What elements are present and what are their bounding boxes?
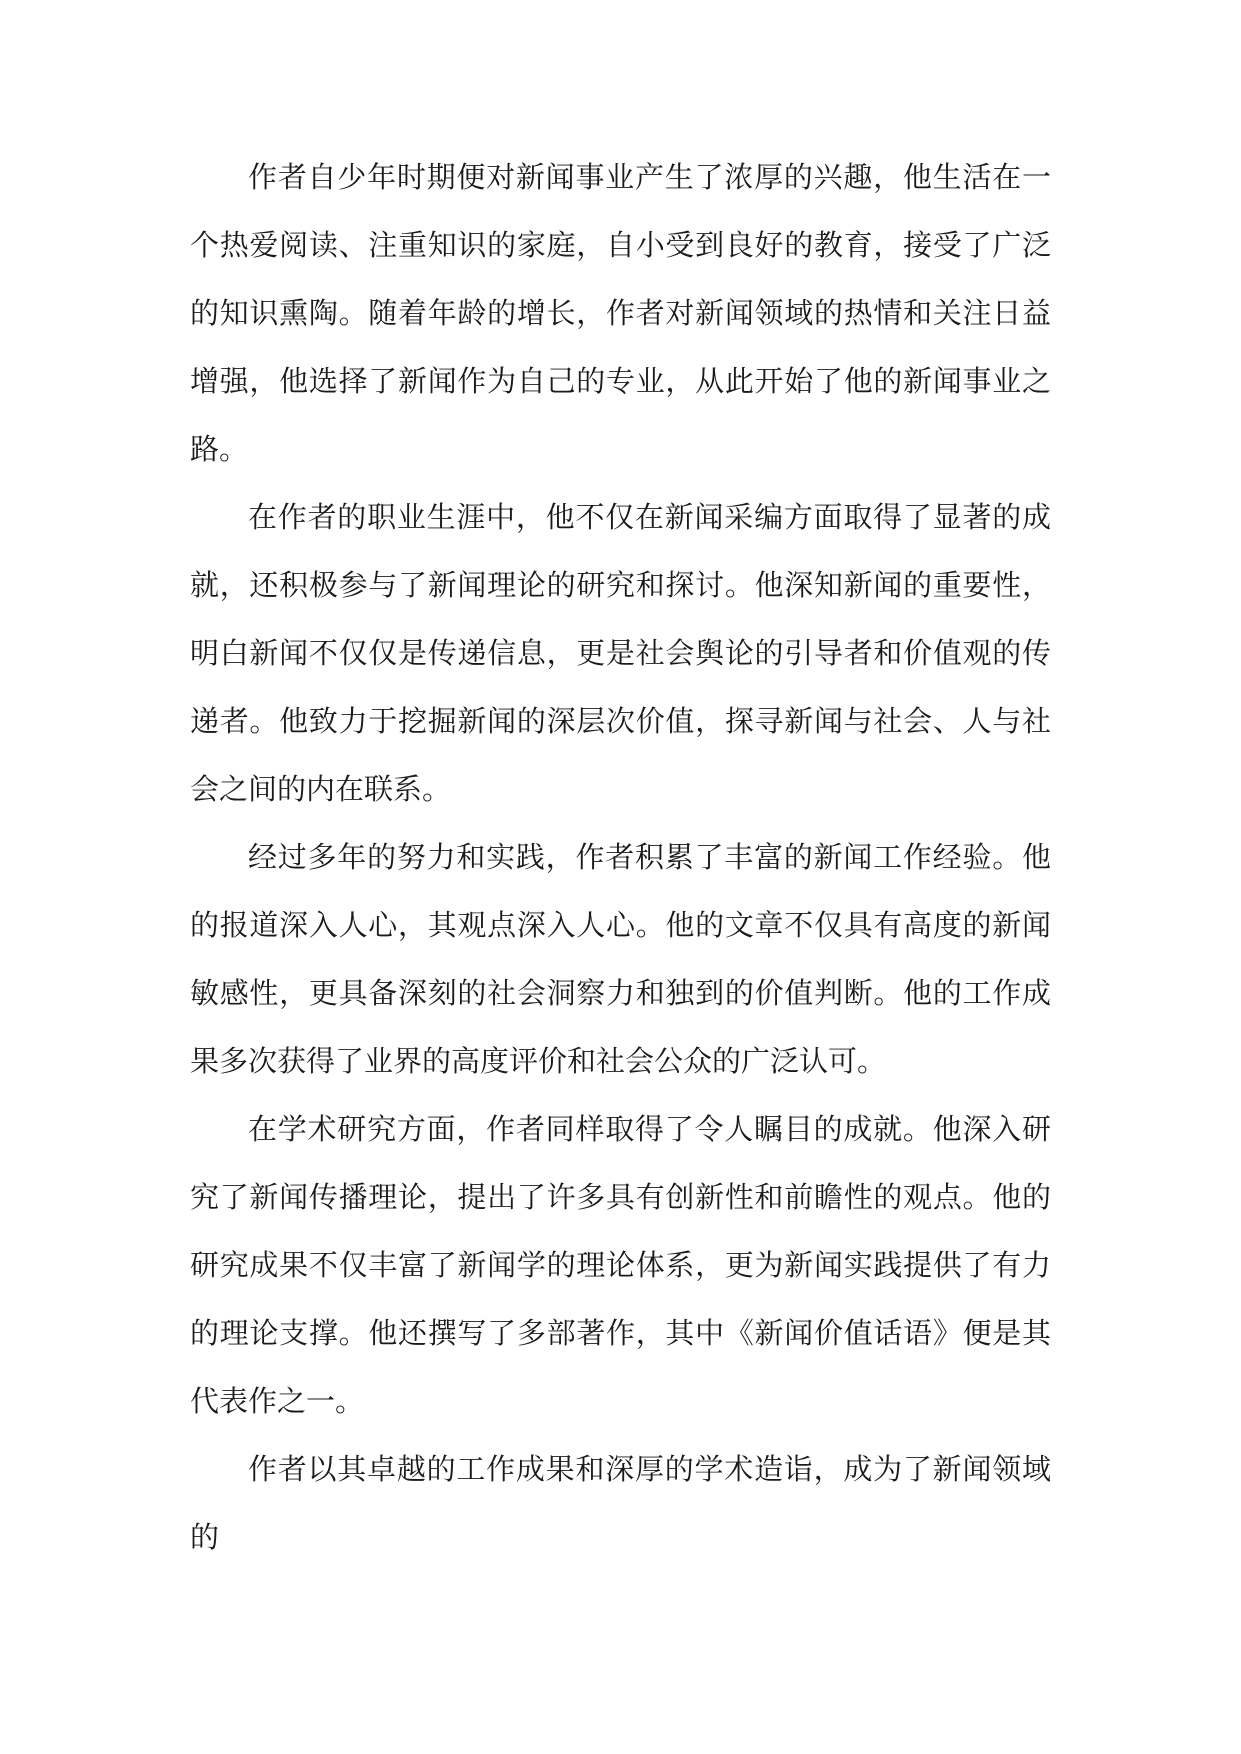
paragraph-3: 经过多年的努力和实践，作者积累了丰富的新闻工作经验。他的报道深入人心，其观点深入人心。他的文章不仅具有高度的新闻敏感性，更具备深刻的社会洞察力和独到的价值判断。他的工作成果多次获得了业界的高度评价和社会公众的广泛认可。 [190,840,1051,1078]
paragraph-5: 作者以其卓越的工作成果和深厚的学术造诣，成为了新闻领域的 [190,1452,1051,1554]
paragraph-1: 作者自少年时期便对新闻事业产生了浓厚的兴趣，他生活在一个热爱阅读、注重知识的家庭，自小受到良好的教育，接受了广泛的知识熏陶。随着年龄的增长，作者对新闻领域的热情和关注日益增强，他选择了新闻作为自己的专业，从此开始了他的新闻事业之路。 [190,160,1051,466]
paragraph-2: 在作者的职业生涯中，他不仅在新闻采编方面取得了显著的成就，还积极参与了新闻理论的研究和探讨。他深知新闻的重要性，明白新闻不仅仅是传递信息，更是社会舆论的引导者和价值观的传递者。他致力于挖掘新闻的深层次价值，探寻新闻与社会、人与社会之间的内在联系。 [190,500,1051,806]
document-body [190,143,1051,1571]
paragraph-4: 在学术研究方面，作者同样取得了令人瞩目的成就。他深入研究了新闻传播理论，提出了许多具有创新性和前瞻性的观点。他的研究成果不仅丰富了新闻学的理论体系，更为新闻实践提供了有力的理论支撑。他还撰写了多部著作，其中《新闻价值话语》便是其代表作之一。 [190,1112,1051,1418]
